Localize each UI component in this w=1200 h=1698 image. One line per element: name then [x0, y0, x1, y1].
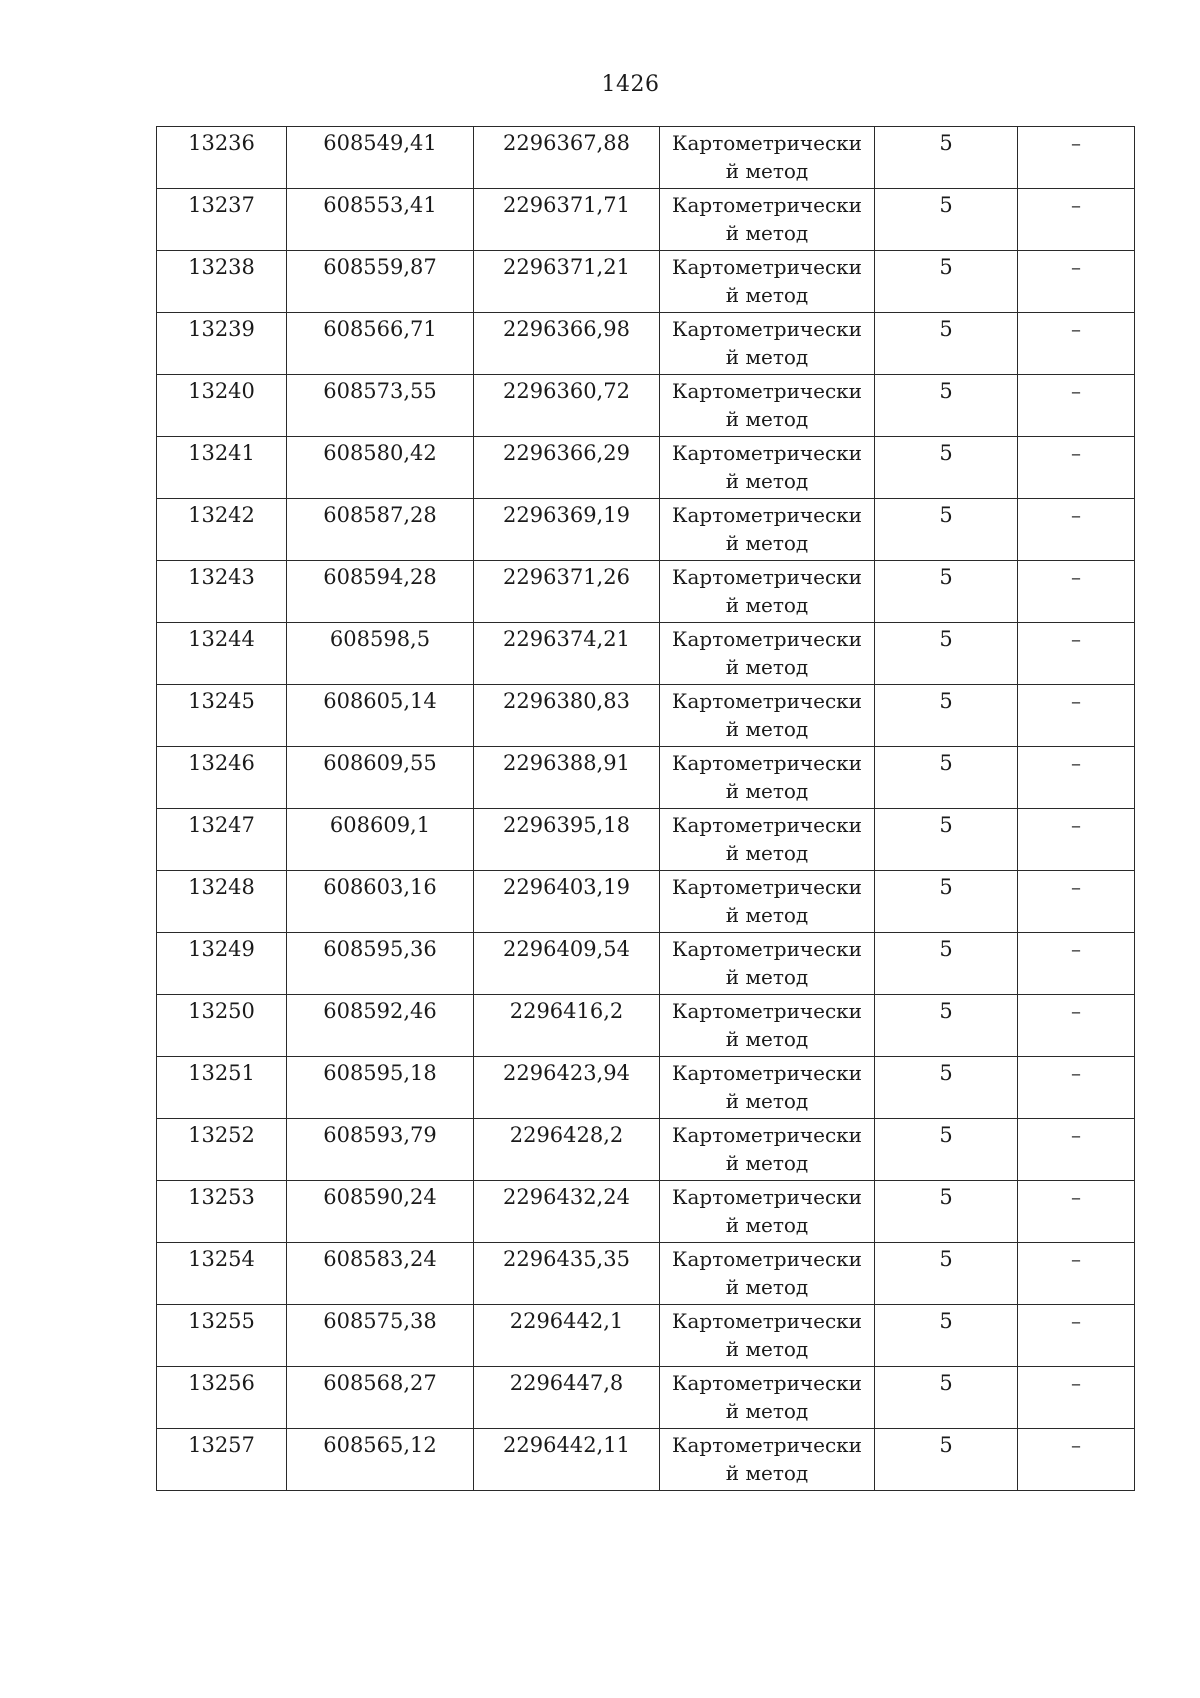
point-number-cell: 13254: [157, 1243, 287, 1305]
point-number-cell: 13236: [157, 127, 287, 189]
y-coordinate-cell: 2296380,83: [474, 685, 660, 747]
table-row: [157, 1057, 1135, 1119]
y-coordinate-cell: 2296447,8: [474, 1367, 660, 1429]
table-row: [157, 561, 1135, 623]
x-coordinate-cell: 608598,5: [287, 623, 474, 685]
point-number-cell: 13250: [157, 995, 287, 1057]
table-row: [157, 685, 1135, 747]
accuracy-cell: 5: [875, 251, 1018, 313]
x-coordinate-cell: 608595,36: [287, 933, 474, 995]
y-coordinate-cell: 2296366,29: [474, 437, 660, 499]
y-coordinate-cell: 2296395,18: [474, 809, 660, 871]
method-cell: Картометрически й метод: [660, 1243, 875, 1305]
accuracy-cell: 5: [875, 1119, 1018, 1181]
table-row: [157, 437, 1135, 499]
y-coordinate-cell: 2296423,94: [474, 1057, 660, 1119]
accuracy-cell: 5: [875, 623, 1018, 685]
accuracy-cell: 5: [875, 1367, 1018, 1429]
method-cell: Картометрически й метод: [660, 1429, 875, 1491]
y-coordinate-cell: 2296388,91: [474, 747, 660, 809]
point-number-cell: 13242: [157, 499, 287, 561]
method-cell: Картометрически й метод: [660, 437, 875, 499]
note-cell: –: [1018, 189, 1135, 251]
accuracy-cell: 5: [875, 1057, 1018, 1119]
x-coordinate-cell: 608594,28: [287, 561, 474, 623]
x-coordinate-cell: 608592,46: [287, 995, 474, 1057]
note-cell: –: [1018, 1429, 1135, 1491]
point-number-cell: 13251: [157, 1057, 287, 1119]
y-coordinate-cell: 2296371,71: [474, 189, 660, 251]
y-coordinate-cell: 2296432,24: [474, 1181, 660, 1243]
accuracy-cell: 5: [875, 933, 1018, 995]
y-coordinate-cell: 2296442,1: [474, 1305, 660, 1367]
table-row: [157, 871, 1135, 933]
x-coordinate-cell: 608575,38: [287, 1305, 474, 1367]
point-number-cell: 13239: [157, 313, 287, 375]
table-row: [157, 1181, 1135, 1243]
point-number-cell: 13256: [157, 1367, 287, 1429]
point-number-cell: 13252: [157, 1119, 287, 1181]
x-coordinate-cell: 608565,12: [287, 1429, 474, 1491]
x-coordinate-cell: 608609,55: [287, 747, 474, 809]
x-coordinate-cell: 608583,24: [287, 1243, 474, 1305]
method-cell: Картометрически й метод: [660, 933, 875, 995]
x-coordinate-cell: 608568,27: [287, 1367, 474, 1429]
x-coordinate-cell: 608590,24: [287, 1181, 474, 1243]
method-cell: Картометрически й метод: [660, 127, 875, 189]
point-number-cell: 13243: [157, 561, 287, 623]
note-cell: –: [1018, 1057, 1135, 1119]
accuracy-cell: 5: [875, 375, 1018, 437]
accuracy-cell: 5: [875, 437, 1018, 499]
method-cell: Картометрически й метод: [660, 1057, 875, 1119]
table-row: [157, 1367, 1135, 1429]
x-coordinate-cell: 608559,87: [287, 251, 474, 313]
y-coordinate-cell: 2296371,21: [474, 251, 660, 313]
point-number-cell: 13255: [157, 1305, 287, 1367]
x-coordinate-cell: 608595,18: [287, 1057, 474, 1119]
table-row: [157, 189, 1135, 251]
method-cell: Картометрически й метод: [660, 375, 875, 437]
coordinates-table-body: [157, 127, 1135, 1491]
accuracy-cell: 5: [875, 1305, 1018, 1367]
y-coordinate-cell: 2296428,2: [474, 1119, 660, 1181]
note-cell: –: [1018, 1367, 1135, 1429]
method-cell: Картометрически й метод: [660, 189, 875, 251]
method-cell: Картометрически й метод: [660, 871, 875, 933]
method-cell: Картометрически й метод: [660, 1367, 875, 1429]
coordinates-table: [156, 126, 1135, 1491]
point-number-cell: 13244: [157, 623, 287, 685]
accuracy-cell: 5: [875, 871, 1018, 933]
accuracy-cell: 5: [875, 1429, 1018, 1491]
note-cell: –: [1018, 499, 1135, 561]
table-row: [157, 995, 1135, 1057]
table-row: [157, 1305, 1135, 1367]
table-row: [157, 313, 1135, 375]
method-cell: Картометрически й метод: [660, 623, 875, 685]
x-coordinate-cell: 608605,14: [287, 685, 474, 747]
x-coordinate-cell: 608587,28: [287, 499, 474, 561]
y-coordinate-cell: 2296366,98: [474, 313, 660, 375]
note-cell: –: [1018, 809, 1135, 871]
method-cell: Картометрически й метод: [660, 809, 875, 871]
table-row: [157, 933, 1135, 995]
table-row: [157, 375, 1135, 437]
y-coordinate-cell: 2296369,19: [474, 499, 660, 561]
y-coordinate-cell: 2296371,26: [474, 561, 660, 623]
method-cell: Картометрически й метод: [660, 1305, 875, 1367]
point-number-cell: 13246: [157, 747, 287, 809]
y-coordinate-cell: 2296409,54: [474, 933, 660, 995]
note-cell: –: [1018, 437, 1135, 499]
x-coordinate-cell: 608593,79: [287, 1119, 474, 1181]
note-cell: –: [1018, 1305, 1135, 1367]
point-number-cell: 13245: [157, 685, 287, 747]
accuracy-cell: 5: [875, 809, 1018, 871]
note-cell: –: [1018, 127, 1135, 189]
y-coordinate-cell: 2296416,2: [474, 995, 660, 1057]
page-number: 1426: [601, 72, 660, 97]
point-number-cell: 13238: [157, 251, 287, 313]
x-coordinate-cell: 608580,42: [287, 437, 474, 499]
accuracy-cell: 5: [875, 499, 1018, 561]
note-cell: –: [1018, 561, 1135, 623]
note-cell: –: [1018, 313, 1135, 375]
x-coordinate-cell: 608603,16: [287, 871, 474, 933]
note-cell: –: [1018, 933, 1135, 995]
table-row: [157, 809, 1135, 871]
method-cell: Картометрически й метод: [660, 313, 875, 375]
note-cell: –: [1018, 747, 1135, 809]
accuracy-cell: 5: [875, 685, 1018, 747]
x-coordinate-cell: 608553,41: [287, 189, 474, 251]
note-cell: –: [1018, 1181, 1135, 1243]
note-cell: –: [1018, 871, 1135, 933]
accuracy-cell: 5: [875, 561, 1018, 623]
y-coordinate-cell: 2296360,72: [474, 375, 660, 437]
note-cell: –: [1018, 251, 1135, 313]
method-cell: Картометрически й метод: [660, 747, 875, 809]
table-row: [157, 1243, 1135, 1305]
table-row: [157, 127, 1135, 189]
point-number-cell: 13237: [157, 189, 287, 251]
x-coordinate-cell: 608566,71: [287, 313, 474, 375]
y-coordinate-cell: 2296403,19: [474, 871, 660, 933]
method-cell: Картометрически й метод: [660, 499, 875, 561]
method-cell: Картометрически й метод: [660, 685, 875, 747]
point-number-cell: 13253: [157, 1181, 287, 1243]
note-cell: –: [1018, 1119, 1135, 1181]
method-cell: Картометрически й метод: [660, 1119, 875, 1181]
accuracy-cell: 5: [875, 995, 1018, 1057]
point-number-cell: 13241: [157, 437, 287, 499]
method-cell: Картометрически й метод: [660, 995, 875, 1057]
table-row: [157, 499, 1135, 561]
note-cell: –: [1018, 623, 1135, 685]
x-coordinate-cell: 608549,41: [287, 127, 474, 189]
table-row: [157, 747, 1135, 809]
accuracy-cell: 5: [875, 1243, 1018, 1305]
accuracy-cell: 5: [875, 313, 1018, 375]
point-number-cell: 13257: [157, 1429, 287, 1491]
accuracy-cell: 5: [875, 1181, 1018, 1243]
y-coordinate-cell: 2296374,21: [474, 623, 660, 685]
accuracy-cell: 5: [875, 189, 1018, 251]
y-coordinate-cell: 2296435,35: [474, 1243, 660, 1305]
y-coordinate-cell: 2296367,88: [474, 127, 660, 189]
point-number-cell: 13248: [157, 871, 287, 933]
table-row: [157, 623, 1135, 685]
note-cell: –: [1018, 685, 1135, 747]
y-coordinate-cell: 2296442,11: [474, 1429, 660, 1491]
accuracy-cell: 5: [875, 747, 1018, 809]
note-cell: –: [1018, 1243, 1135, 1305]
point-number-cell: 13249: [157, 933, 287, 995]
point-number-cell: 13240: [157, 375, 287, 437]
method-cell: Картометрически й метод: [660, 251, 875, 313]
point-number-cell: 13247: [157, 809, 287, 871]
accuracy-cell: 5: [875, 127, 1018, 189]
x-coordinate-cell: 608573,55: [287, 375, 474, 437]
note-cell: –: [1018, 995, 1135, 1057]
table-row: [157, 251, 1135, 313]
note-cell: –: [1018, 375, 1135, 437]
method-cell: Картометрически й метод: [660, 561, 875, 623]
table-row: [157, 1119, 1135, 1181]
x-coordinate-cell: 608609,1: [287, 809, 474, 871]
method-cell: Картометрически й метод: [660, 1181, 875, 1243]
table-row: [157, 1429, 1135, 1491]
